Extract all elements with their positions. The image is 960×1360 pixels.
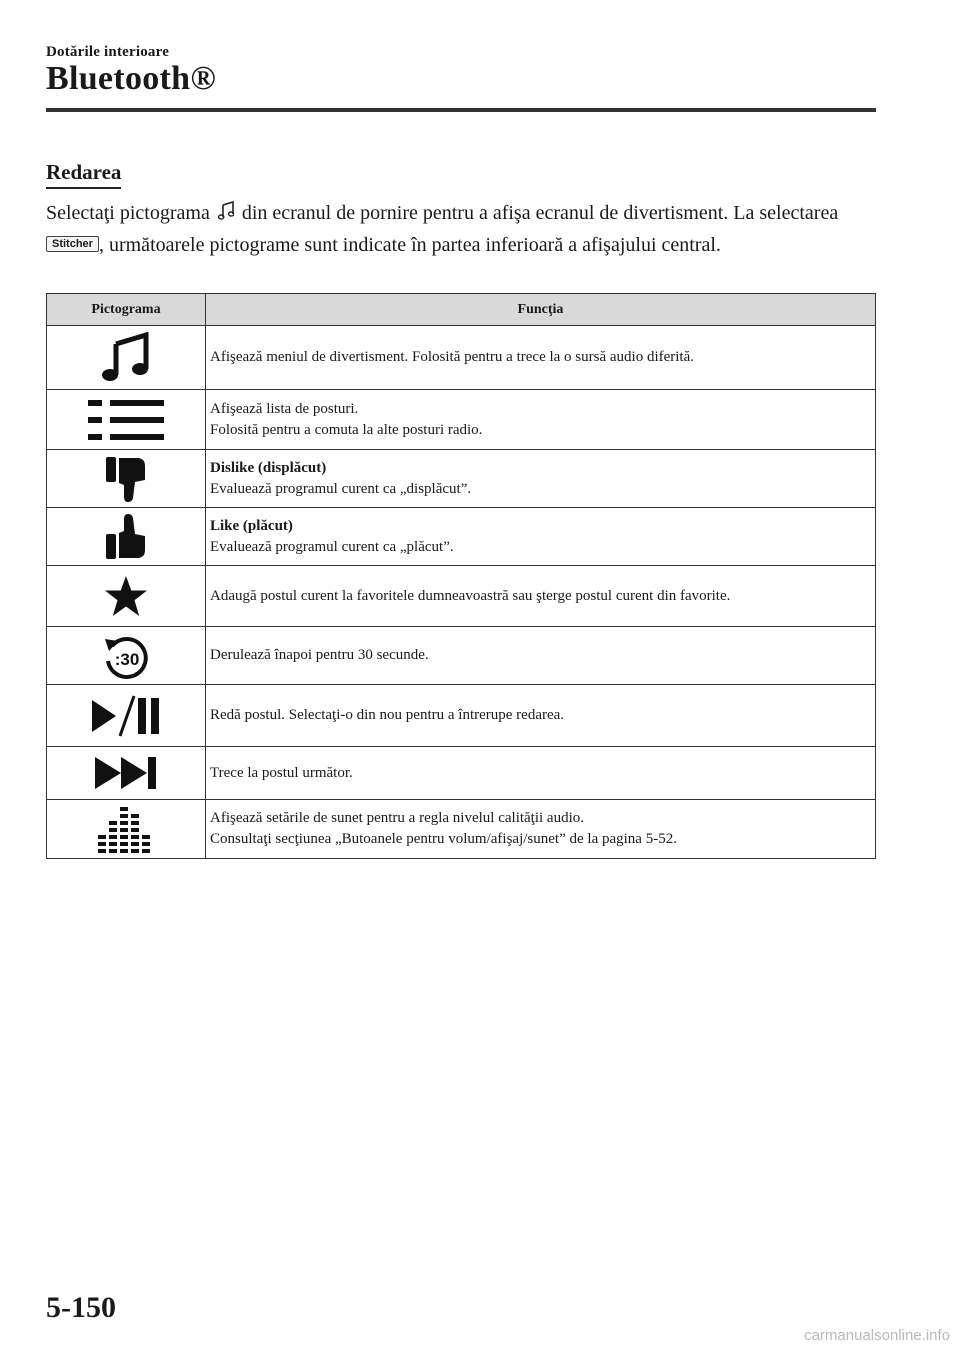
icon-cell <box>47 566 206 627</box>
function-line: Evaluează programul curent ca „plăcut”. <box>210 538 454 555</box>
function-line: Adaugă postul curent la favoritele dumneavoastră sau şterge postul curent din favorite. <box>210 587 731 604</box>
icon-cell <box>47 685 206 747</box>
equalizer-icon <box>97 805 155 853</box>
music-note-icon <box>94 332 158 384</box>
entertainment-icon <box>218 200 234 230</box>
intro-text-2: din ecranul de pornire pentru a afişa ecranul de divertisment. La selectarea <box>241 202 839 224</box>
table-row <box>47 685 876 747</box>
function-cell <box>206 508 876 566</box>
intro-paragraph <box>46 198 866 260</box>
watermark: carmanualsonline.info <box>804 1327 950 1344</box>
function-title: Like (plăcut) <box>210 517 293 534</box>
function-line: Folosită pentru a comuta la alte posturi radio. <box>210 421 483 438</box>
function-cell <box>206 685 876 747</box>
function-line: Evaluează programul curent ca „displăcut”. <box>210 480 472 497</box>
function-cell <box>206 326 876 390</box>
function-line: Redă postul. Selectaţi-o din nou pentru a întrerupe redarea. <box>210 707 565 723</box>
column-header-icon: Pictograma <box>47 294 206 326</box>
function-line: Trece la postul următor. <box>210 764 353 781</box>
function-line: Afişează lista de posturi. <box>210 400 359 417</box>
table-row <box>47 326 876 390</box>
function-cell <box>206 627 876 685</box>
table-row <box>47 747 876 800</box>
function-line: Consultaţi secţiunea „Butoanele pentru volum/afişaj/sunet” de la pagina 5-52. <box>210 831 677 847</box>
play-pause-icon <box>90 692 162 740</box>
header-rule <box>46 108 876 112</box>
function-title: Dislike (displăcut) <box>210 459 327 476</box>
rewind-30-icon <box>100 631 152 681</box>
table-row <box>47 566 876 627</box>
function-line: Afişează meniul de divertisment. Folosită pentru a trece la o sursă audio diferită. <box>210 349 695 365</box>
skip-next-icon <box>93 753 159 793</box>
section-title: Dotările interioare <box>46 44 170 60</box>
star-icon <box>104 575 148 617</box>
page-number: 5-150 <box>46 1291 116 1324</box>
icon-cell <box>47 390 206 450</box>
table-row <box>47 390 876 450</box>
function-cell <box>206 390 876 450</box>
stitcher-label-icon: Stitcher <box>46 236 99 252</box>
intro-text-1: Selectaţi pictograma <box>46 202 210 224</box>
function-cell <box>206 566 876 627</box>
svg-text::30: :30 <box>114 649 140 669</box>
icon-cell <box>47 326 206 390</box>
table-row <box>47 508 876 566</box>
function-cell <box>206 450 876 508</box>
table-row <box>47 627 876 685</box>
chapter-title: Bluetooth® <box>46 60 217 97</box>
thumbs-down-icon <box>103 454 149 504</box>
icon-cell <box>47 747 206 800</box>
function-cell <box>206 747 876 800</box>
icon-cell <box>47 450 206 508</box>
table-row <box>47 800 876 859</box>
subsection-heading: Redarea <box>46 160 121 189</box>
station-list-icon <box>86 396 166 444</box>
icon-cell <box>47 800 206 859</box>
icon-cell <box>47 508 206 566</box>
table-row <box>47 450 876 508</box>
icon-cell <box>47 627 206 685</box>
table-header-row <box>47 294 876 326</box>
function-line: Afişează setările de sunet pentru a regla nivelul calităţii audio. <box>210 810 585 826</box>
thumbs-up-icon <box>103 512 149 562</box>
function-line: Derulează înapoi pentru 30 secunde. <box>210 647 429 663</box>
column-header-function: Funcţia <box>206 294 876 326</box>
intro-text-3: , următoarele pictograme sunt indicate în partea inferioară a afişajului central. <box>98 234 721 256</box>
icon-function-table <box>46 293 876 859</box>
function-cell <box>206 800 876 859</box>
